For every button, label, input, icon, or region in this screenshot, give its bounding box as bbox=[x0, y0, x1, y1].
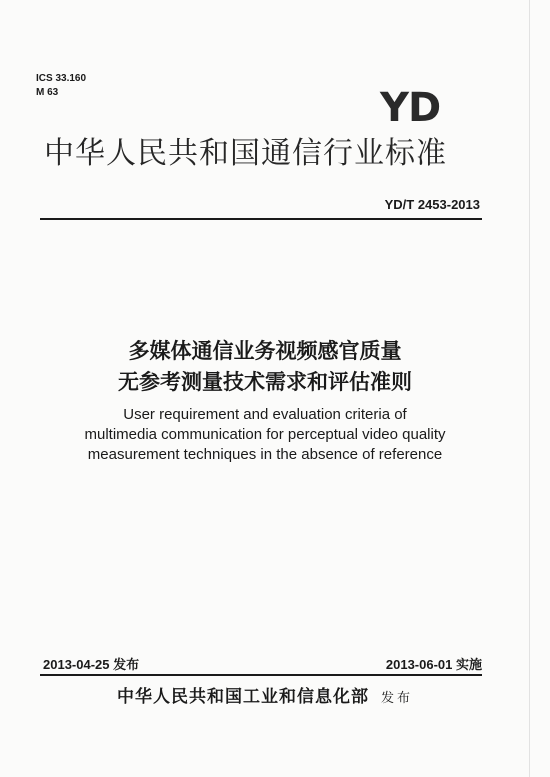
ics-code: ICS 33.160 bbox=[36, 73, 87, 84]
english-title-line-2: multimedia communication for perceptual video quality bbox=[84, 426, 446, 443]
publish-date: 2013-04-25 发布 bbox=[43, 657, 140, 672]
standard-number: YD/T 2453-2013 bbox=[384, 197, 480, 212]
chinese-title-line-2: 无参考测量技术需求和评估准则 bbox=[118, 370, 412, 394]
ccs-code: M 63 bbox=[36, 87, 59, 98]
top-rule bbox=[40, 218, 482, 220]
english-title bbox=[0, 405, 530, 465]
classification-codes bbox=[36, 72, 86, 100]
publisher-name: 中华人民共和国工业和信息化部 bbox=[116, 687, 369, 707]
bottom-rule bbox=[40, 674, 482, 676]
english-title-line-3: measurement techniques in the absence of reference bbox=[87, 446, 443, 463]
english-title-line-1: User requirement and evaluation criteria of bbox=[123, 406, 407, 423]
chinese-title bbox=[0, 336, 530, 398]
publisher-issued: 发布 bbox=[380, 691, 413, 706]
publisher-line bbox=[0, 682, 530, 707]
yd-logo: YD bbox=[380, 85, 441, 131]
chinese-title-line-1: 多媒体通信业务视频感官质量 bbox=[128, 339, 402, 363]
org-title: 中华人民共和国通信行业标准 bbox=[44, 136, 447, 171]
implementation-date: 2013-06-01 实施 bbox=[385, 657, 482, 672]
